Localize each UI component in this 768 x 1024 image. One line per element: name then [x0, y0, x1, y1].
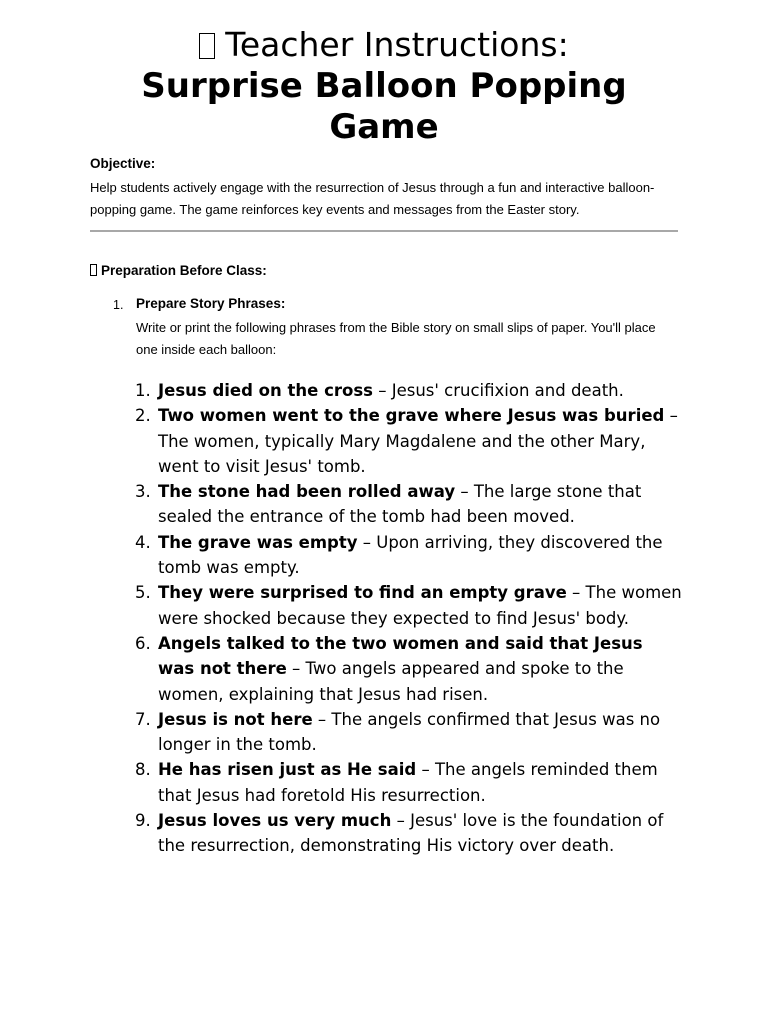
list-item-description: – Jesus' love is the foundation of the resurrection, demonstrating His victory over death.: [158, 811, 664, 856]
step-text: Write or print the following phrases from the Bible story on small slips of paper. You'll place one inside each balloon:: [136, 320, 656, 357]
list-item-phrase: Angels talked to the two women and said that Jesus was not there: [158, 633, 643, 679]
list-item-description: – Two angels appeared and spoke to the women, explaining that Jesus had risen.: [158, 659, 624, 704]
preparation-heading: [90, 263, 267, 278]
page-title-line1: [0, 26, 768, 64]
list-item-number: 7.: [135, 709, 151, 729]
list-item-number: 9.: [135, 811, 151, 831]
list-item-description: – The large stone that sealed the entrance of the tomb had been moved.: [158, 482, 642, 527]
list-item-description: – The women were shocked because they expected to find Jesus' body.: [158, 583, 682, 628]
list-item-number: 8.: [135, 760, 151, 780]
list-item-number: 6.: [135, 633, 151, 653]
list-item-number: 5.: [135, 583, 151, 603]
list-item-phrase: Jesus is not here: [158, 709, 313, 729]
list-item-number: 3.: [135, 482, 151, 502]
list-item-phrase: They were surprised to find an empty grave: [158, 583, 567, 603]
section-divider: [90, 230, 678, 232]
story-phrases-list: [130, 378, 682, 859]
objective-text: Help students actively engage with the resurrection of Jesus through a fun and interactive balloon-popping game. The game reinforces key events and messages from the Easter story.: [90, 180, 655, 217]
list-item-phrase: The grave was empty: [158, 532, 358, 552]
list-item-description: – Jesus' crucifixion and death.: [372, 381, 624, 400]
list-item-number: 1.: [135, 381, 151, 400]
list-item-number: 4.: [135, 532, 151, 552]
list-item-phrase: Jesus died on the cross: [158, 381, 373, 400]
list-item-description: – The angels reminded them that Jesus had foretold His resurrection.: [158, 760, 658, 805]
list-item-number: 2.: [135, 406, 151, 426]
list-item: [130, 530, 682, 581]
missing-glyph-icon: [90, 264, 97, 276]
list-item-description: – Upon arriving, they discovered the tomb was empty.: [158, 532, 663, 578]
missing-glyph-icon: [199, 33, 215, 59]
list-item-description: – The angels confirmed that Jesus was no longer in the tomb.: [158, 709, 661, 755]
list-item-phrase: The stone had been rolled away: [158, 482, 456, 502]
list-item-phrase: Jesus loves us very much: [158, 811, 392, 831]
list-item: [130, 808, 682, 859]
page-title-line2: Surprise Balloon Popping Game: [141, 66, 627, 147]
list-item-description: – The women, typically Mary Magdalene and the other Mary, went to visit Jesus' tomb.: [158, 406, 678, 476]
list-item: [130, 403, 682, 479]
objective-label: Objective:: [90, 156, 156, 171]
list-item: [130, 580, 682, 631]
preparation-heading-text: Preparation Before Class:: [101, 263, 267, 278]
list-item-phrase: Two women went to the grave where Jesus was buried: [158, 406, 665, 426]
list-item: [130, 479, 682, 530]
list-item-phrase: He has risen just as He said: [158, 760, 417, 780]
list-item: [130, 757, 682, 808]
list-item: [130, 631, 682, 707]
step-label: Prepare Story Phrases:: [136, 296, 286, 311]
list-item: [130, 707, 682, 758]
step-number: 1.: [113, 298, 124, 312]
list-item: [130, 378, 682, 403]
title-text-line1: Teacher Instructions:: [225, 25, 569, 64]
